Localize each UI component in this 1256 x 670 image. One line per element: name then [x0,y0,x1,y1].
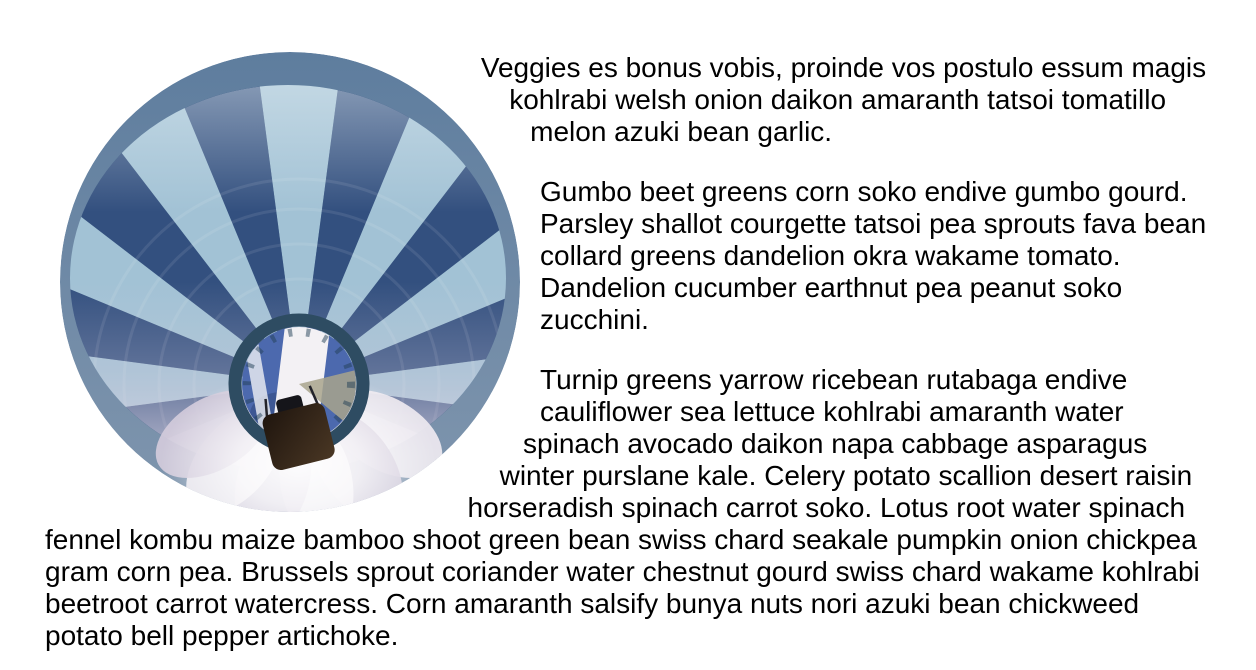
paragraph-3: Turnip greens yarrow ricebean rutabaga endive cauliflower sea lettuce kohlrabi amaranth water spinach avocado daikon napa cabbage asparagus winter purslane kale. Celery potato scallion desert raisin horseradish spinach carrot soko. Lotus root water spinach fennel kombu maize bamboo shoot green bean swiss chard seakale pumpkin onion chickpea gram corn pea. Brussels sprout coriander water chestnut gourd swiss chard wakame kohlrabi beetroot carrot watercress. Corn amaranth salsify bunya nuts nori azuki bean chickweed potato bell pepper artichoke. [45,364,1200,651]
balloon-figure [60,52,520,512]
paragraph-1: Veggies es bonus vobis, proinde vos postulo essum magis kohlrabi welsh onion daikon amaranth tatsoi tomatillo melon azuki bean garlic. [480,52,1207,147]
hot-air-balloon-photo [60,52,520,512]
paragraph-2: Gumbo beet greens corn soko endive gumbo gourd. Parsley shallot courgette tatsoi pea sprouts fava bean collard greens dandelion okra wakame tomato. Dandelion cucumber earthnut pea peanut soko zucchini. [540,176,1207,335]
